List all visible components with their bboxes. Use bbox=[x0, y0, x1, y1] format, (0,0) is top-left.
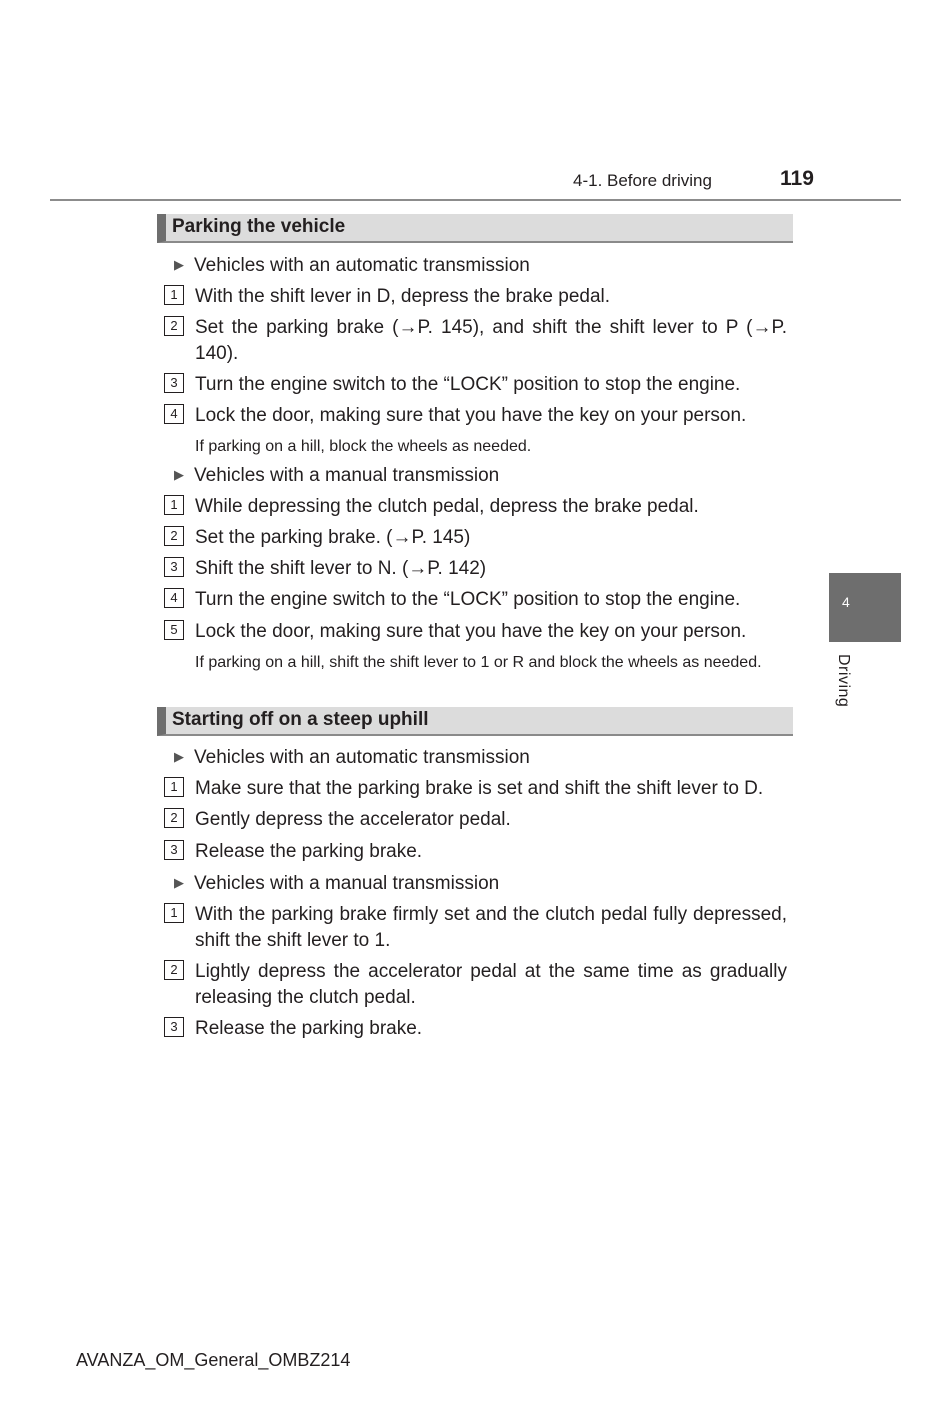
step-number-badge: 1 bbox=[164, 903, 184, 923]
note-text: If parking on a hill, block the wheels as needed. bbox=[195, 438, 532, 455]
step-item bbox=[164, 315, 787, 367]
subheading-uphill-automatic: ▶ Vehicles with an automatic transmission bbox=[174, 744, 530, 770]
step-number-badge: 5 bbox=[164, 620, 184, 640]
step-item bbox=[164, 284, 787, 310]
step-item bbox=[164, 902, 787, 954]
step-number-badge: 1 bbox=[164, 285, 184, 305]
section-title-parking: Parking the vehicle bbox=[157, 214, 793, 243]
step-number-badge: 4 bbox=[164, 588, 184, 608]
step-number-badge: 1 bbox=[164, 495, 184, 515]
step-text: While depressing the clutch pedal, depress the brake pedal. bbox=[195, 496, 699, 517]
page-number: 119 bbox=[780, 167, 814, 190]
subheading-uphill-manual: ▶ Vehicles with a manual transmission bbox=[174, 870, 499, 896]
step-text: Lock the door, making sure that you have the key on your person. bbox=[195, 621, 747, 642]
step-number-badge: 3 bbox=[164, 1017, 184, 1037]
step-item bbox=[164, 1016, 787, 1042]
step-item bbox=[164, 525, 787, 551]
step-number-badge: 2 bbox=[164, 316, 184, 336]
step-text: With the parking brake firmly set and the clutch pedal fully depressed, shift the shift lever to 1. bbox=[195, 904, 787, 951]
step-number-badge: 3 bbox=[164, 840, 184, 860]
triangle-bullet-icon: ▶ bbox=[174, 749, 184, 764]
step-text: Shift the shift lever to N. (→P. 142) bbox=[195, 558, 487, 579]
step-text: Set the parking brake. (→P. 145) bbox=[195, 527, 471, 548]
step-number-badge: 3 bbox=[164, 373, 184, 393]
step-item bbox=[164, 372, 787, 398]
triangle-bullet-icon: ▶ bbox=[174, 257, 184, 272]
step-text: Release the parking brake. bbox=[195, 1018, 423, 1039]
section-title-uphill: Starting off on a steep uphill bbox=[157, 707, 793, 736]
step-text: Lock the door, making sure that you have the key on your person. bbox=[195, 405, 747, 426]
step-item bbox=[164, 839, 787, 865]
triangle-bullet-icon: ▶ bbox=[174, 875, 184, 890]
triangle-bullet-icon: ▶ bbox=[174, 467, 184, 482]
chapter-tab-number: 4 bbox=[842, 594, 850, 610]
step-text: With the shift lever in D, depress the brake pedal. bbox=[195, 286, 611, 307]
step-item bbox=[164, 959, 787, 1011]
step-text: Release the parking brake. bbox=[195, 841, 423, 862]
step-number-badge: 1 bbox=[164, 777, 184, 797]
step-item bbox=[164, 619, 787, 645]
note-text: If parking on a hill, shift the shift lever to 1 or R and block the wheels as needed. bbox=[195, 654, 762, 671]
chapter-tab-label: Driving bbox=[835, 654, 852, 708]
footer-document-id: AVANZA_OM_General_OMBZ214 bbox=[76, 1350, 351, 1370]
subheading-parking-manual: ▶ Vehicles with a manual transmission bbox=[174, 462, 499, 488]
subheading-parking-automatic: ▶ Vehicles with an automatic transmission bbox=[174, 252, 530, 278]
step-text: Lightly depress the accelerator pedal at the same time as gradually releasing the clutch pedal. bbox=[195, 961, 787, 1008]
step-text: Turn the engine switch to the “LOCK” position to stop the engine. bbox=[195, 589, 741, 610]
step-number-badge: 2 bbox=[164, 526, 184, 546]
header-divider bbox=[50, 199, 901, 201]
step-number-badge: 4 bbox=[164, 404, 184, 424]
step-number-badge: 2 bbox=[164, 960, 184, 980]
step-number-badge: 2 bbox=[164, 808, 184, 828]
step-item bbox=[164, 403, 787, 429]
step-text: Set the parking brake (→P. 145), and shift the shift lever to P (→P. 140). bbox=[195, 317, 787, 364]
step-text: Turn the engine switch to the “LOCK” position to stop the engine. bbox=[195, 374, 741, 395]
step-item bbox=[164, 556, 787, 582]
step-item bbox=[164, 587, 787, 613]
step-item bbox=[164, 807, 787, 833]
step-item bbox=[164, 776, 787, 802]
chapter-tab bbox=[829, 573, 901, 642]
step-item bbox=[164, 494, 787, 520]
step-text: Gently depress the accelerator pedal. bbox=[195, 809, 511, 830]
header-section-title: 4-1. Before driving bbox=[573, 171, 712, 190]
step-text: Make sure that the parking brake is set and shift the shift lever to D. bbox=[195, 778, 764, 799]
step-number-badge: 3 bbox=[164, 557, 184, 577]
